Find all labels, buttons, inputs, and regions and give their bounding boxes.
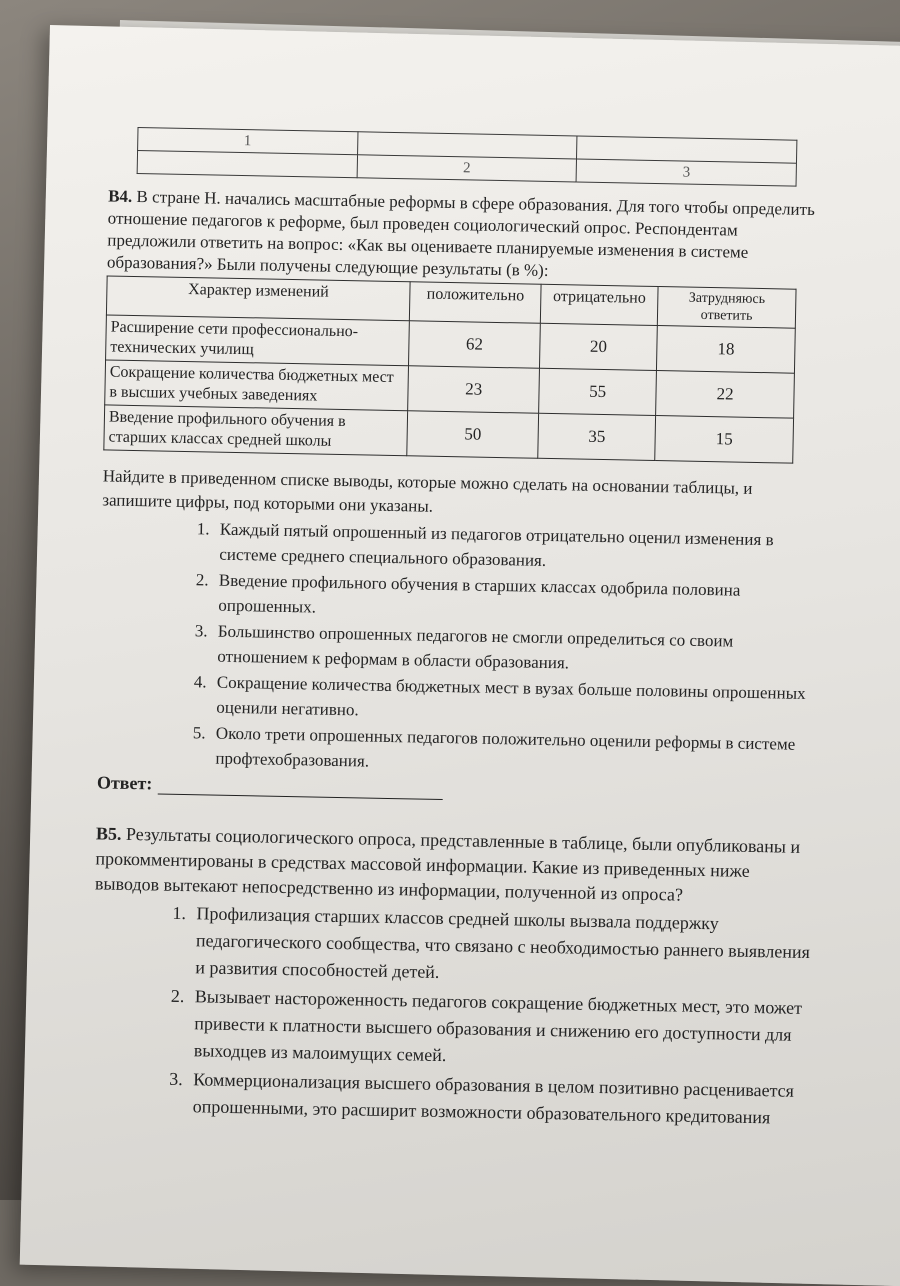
table-cell: 1 [138,128,358,155]
task-text: В стране Н. начались масштабные реформы в сфере образования. Для того чтобы определить отношение педагогов к реформе, был проведен социологический опрос. Респондентам предложили ответить на вопрос: «Как вы оцениваете планируемые изменения в системе образования?» Были получены следующие результаты (в %): [106,187,816,280]
table-cell [137,151,357,178]
list-item: 4. Сокращение количества бюджетных мест в вузах больше половины опрошенных оценили негативно. [210,670,819,732]
task-label: В5. [95,823,122,844]
list-item: 5. Около трети опрошенных педагогов положительно оценили реформы в системе профтехобразования. [209,721,818,783]
b5-options-list [90,898,814,1132]
table-cell: 55 [539,368,657,415]
row-label: Сокращение количества бюджетных мест в высших учебных заведениях [105,360,409,411]
worksheet-content [90,126,829,1134]
task-text: Результаты социологического опроса, представленные в таблице, были опубликованы и прокомментированы в средствах массовой информации. Какие из приведенных ниже выводов вытекают непосредственно из информации, полученной из опроса? [94,823,801,905]
answer-label: Ответ: [96,772,153,794]
table-cell: 22 [656,371,795,419]
table-cell: 20 [540,323,658,370]
list-item: 3. Коммерционализация высшего образования в целом позитивно расценивается опрошенными, это расширит возможности образовательного кредитования [186,1066,811,1132]
column-header: положительно [410,282,542,324]
previous-answer-table [137,127,798,187]
table-cell: 35 [538,413,656,460]
column-header: Характер изменений [106,276,410,321]
paper-sheet [20,25,900,1286]
table-cell: 15 [655,416,794,464]
row-label: Расширение сети профессионально-технических училищ [106,315,410,366]
table-cell: 62 [409,321,541,369]
task-instruction: Найдите в приведенном списке выводы, которые можно сделать на основании таблицы, и запишите цифры, под которыми они указаны. [102,466,753,516]
list-item: 2. Вызывает настороженность педагогов сокращение бюджетных мест, это может привести к платности высшего образования и снижению его доступности для выходцев из малоимущих семей. [188,983,813,1076]
column-header: Затрудняюсь ответить [658,287,797,329]
b4-options-list [97,514,822,782]
row-label: Введение профильного обучения в старших классах средней школы [104,405,408,456]
task-b4 [107,185,829,287]
column-header: отрицательно [540,284,658,325]
list-item: 2. Введение профильного обучения в старших классах одобрила половина опрошенных. [212,568,821,630]
list-item: 3. Большинство опрошенных педагогов не смогли определиться со своим отношением к реформам в области образования. [211,619,820,681]
survey-results-table [103,275,796,463]
answer-blank-line[interactable] [158,776,443,800]
table-cell: 3 [576,159,796,186]
table-cell: 23 [408,366,540,414]
list-item: 1. Каждый пятый опрошенный из педагогов отрицательно оценил изменения в системе среднего специального образования. [213,517,822,579]
table-cell: 2 [357,155,577,182]
table-cell: 18 [657,326,796,374]
task-label: В4. [108,186,133,206]
list-item: 1. Профилизация старших классов средней школы вызвала поддержку педагогического сообщества, что связано с необходимостью раннего выявления и развития способностей детей. [189,900,814,993]
task-b5 [95,821,816,910]
table-cell: 50 [407,411,539,459]
